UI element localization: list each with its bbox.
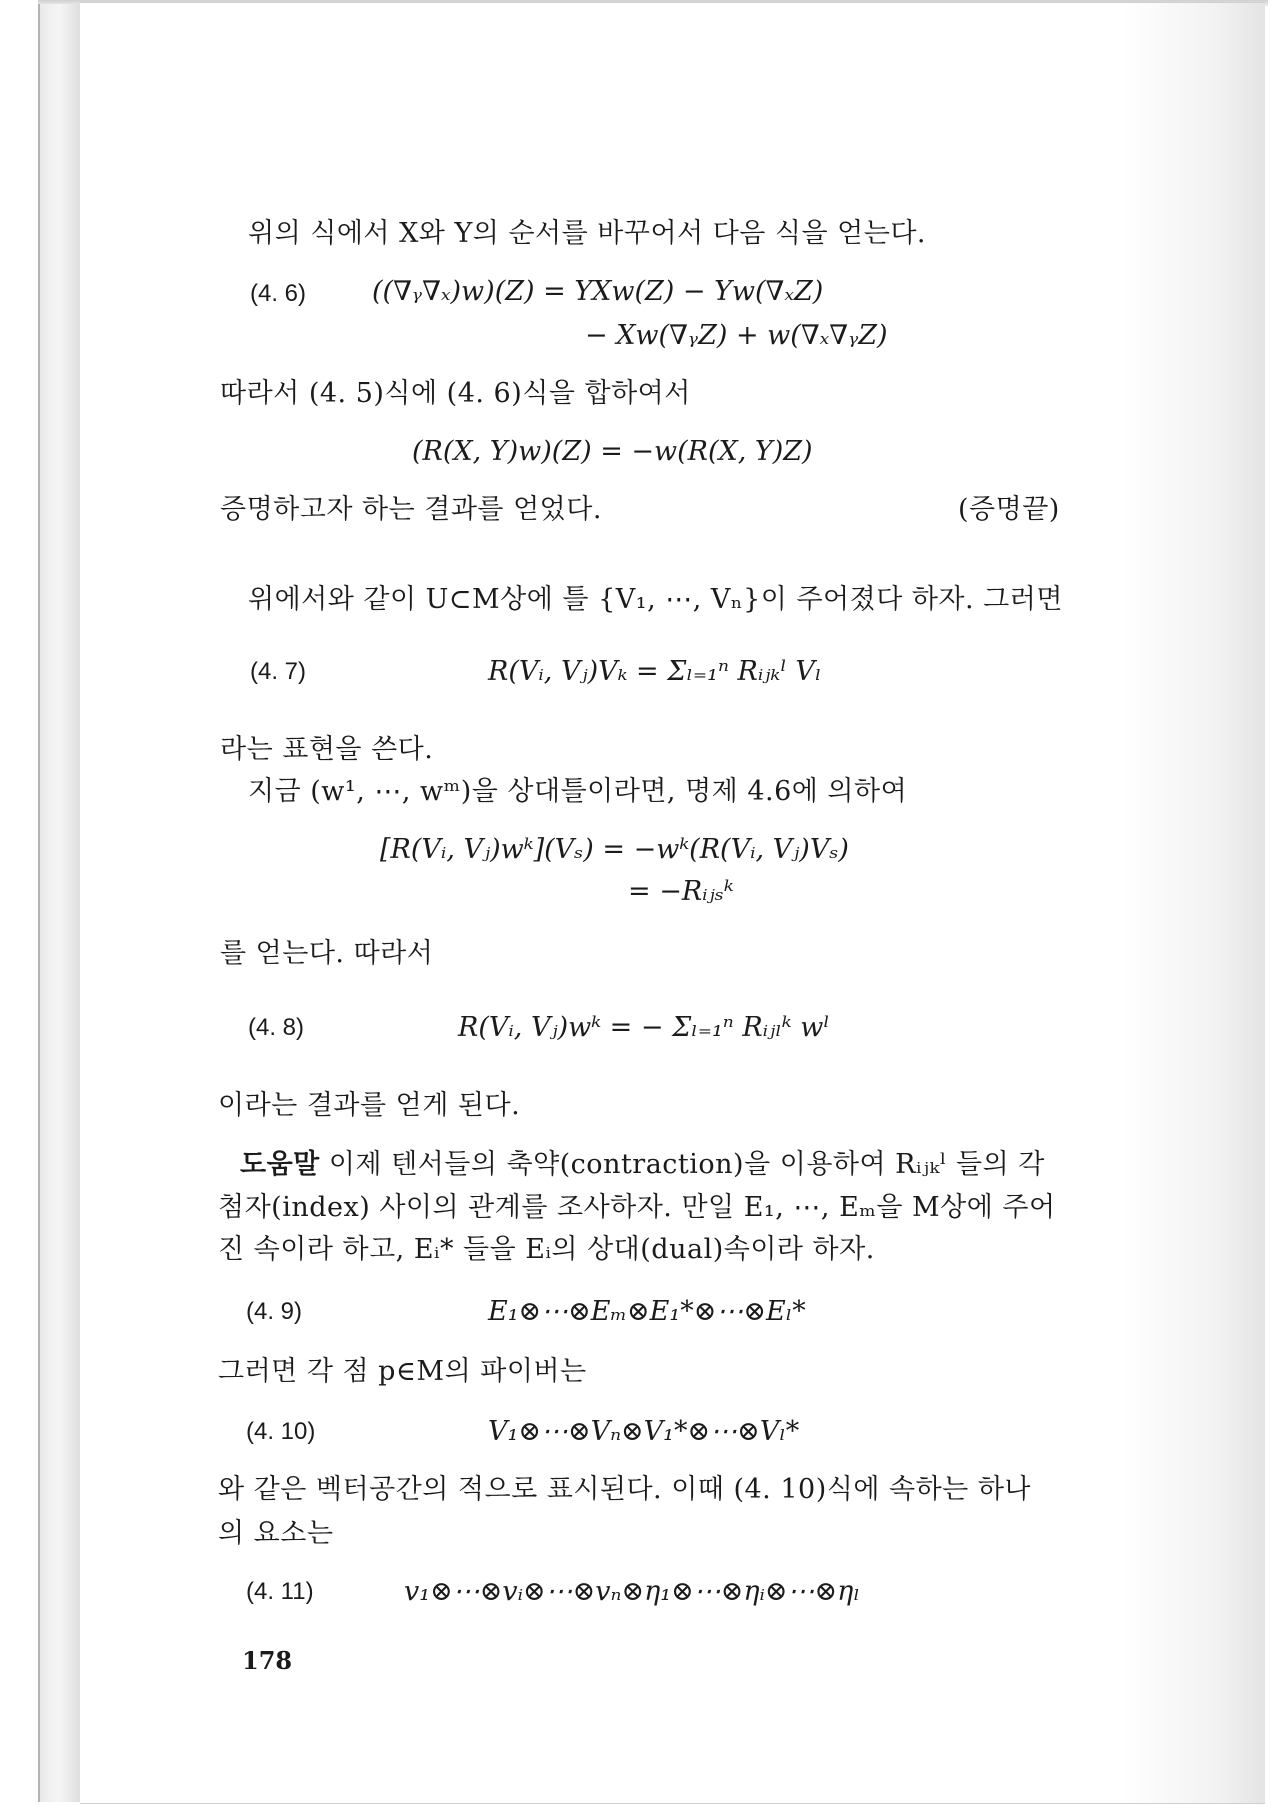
equation: ((∇ᵧ∇ₓ)w)(Z) = YXw(Z) − Yw(∇ₓZ) (372, 276, 824, 307)
equation-number: (4. 10) (246, 1418, 316, 1445)
equation-number: (4. 6) (250, 280, 307, 307)
equation: − Xw(∇ᵧZ) + w(∇ₓ∇ᵧZ) (585, 320, 888, 351)
equation: (R(X, Y)w)(Z) = −w(R(X, Y)Z) (412, 436, 813, 467)
paragraph-line: 첨자(index) 사이의 관계를 조사하자. 만일 E₁, ⋯, Eₘ을 M상에 주어 (218, 1192, 1056, 1223)
equation-number: (4. 9) (246, 1298, 303, 1325)
equation-number: (4. 7) (250, 658, 307, 685)
remark-label: 도움말 (240, 1149, 320, 1179)
paragraph-line (240, 1148, 1045, 1181)
page-number: 178 (242, 1646, 293, 1675)
paragraph-line: 의 요소는 (218, 1518, 334, 1549)
equation: [R(Vᵢ, Vⱼ)wᵏ](Vₛ) = −wᵏ(R(Vᵢ, Vⱼ)Vₛ) (380, 834, 849, 865)
paragraph-line: 라는 표현을 쓴다. (220, 734, 434, 765)
paragraph-line: 를 얻는다. 따라서 (220, 938, 434, 969)
paragraph-line: 위에서와 같이 U⊂M상에 틀 {V₁, ⋯, Vₙ}이 주어졌다 하자. 그러면 (248, 584, 1063, 615)
equation-number: (4. 8) (248, 1014, 305, 1041)
paragraph-line: 이라는 결과를 얻게 된다. (218, 1090, 521, 1121)
paragraph-line: 와 같은 벡터공간의 적으로 표시된다. 이때 (4. 10)식에 속하는 하나 (218, 1474, 1031, 1505)
qed-mark: (증명끝) (958, 494, 1060, 525)
equation: v₁⊗⋯⊗vᵢ⊗⋯⊗vₙ⊗η₁⊗⋯⊗ηᵢ⊗⋯⊗ηₗ (404, 1576, 860, 1607)
equation: V₁⊗⋯⊗Vₙ⊗V₁*⊗⋯⊗Vₗ* (488, 1416, 800, 1447)
paragraph-line: 지금 (w¹, ⋯, wᵐ)을 상대틀이라면, 명제 4.6에 의하여 (248, 776, 908, 807)
paragraph-line: 따라서 (4. 5)식에 (4. 6)식을 합하여서 (220, 378, 691, 409)
paragraph-line: 위의 식에서 X와 Y의 순서를 바꾸어서 다음 식을 얻는다. (248, 218, 927, 249)
equation: R(Vᵢ, Vⱼ)wᵏ = − Σₗ₌₁ⁿ Rᵢⱼₗᵏ wˡ (458, 1012, 830, 1043)
paragraph-line: 증명하고자 하는 결과를 얻었다. (220, 494, 602, 525)
book-spine (38, 4, 83, 1802)
paragraph-line: 진 속이라 하고, Eᵢ* 들을 Eᵢ의 상대(dual)속이라 하자. (218, 1234, 875, 1265)
paragraph-line: 그러면 각 점 p∈M의 파이버는 (218, 1356, 587, 1387)
remark-text: 이제 텐서들의 축약(contraction)을 이용하여 Rᵢⱼₖˡ 들의 각 (319, 1149, 1045, 1180)
equation: R(Vᵢ, Vⱼ)Vₖ = Σₗ₌₁ⁿ Rᵢⱼₖˡ Vₗ (488, 656, 822, 687)
equation-number: (4. 11) (246, 1578, 314, 1605)
equation: = −Rᵢⱼₛᵏ (628, 876, 734, 907)
equation: E₁⊗⋯⊗Eₘ⊗E₁*⊗⋯⊗Eₗ* (488, 1296, 806, 1327)
